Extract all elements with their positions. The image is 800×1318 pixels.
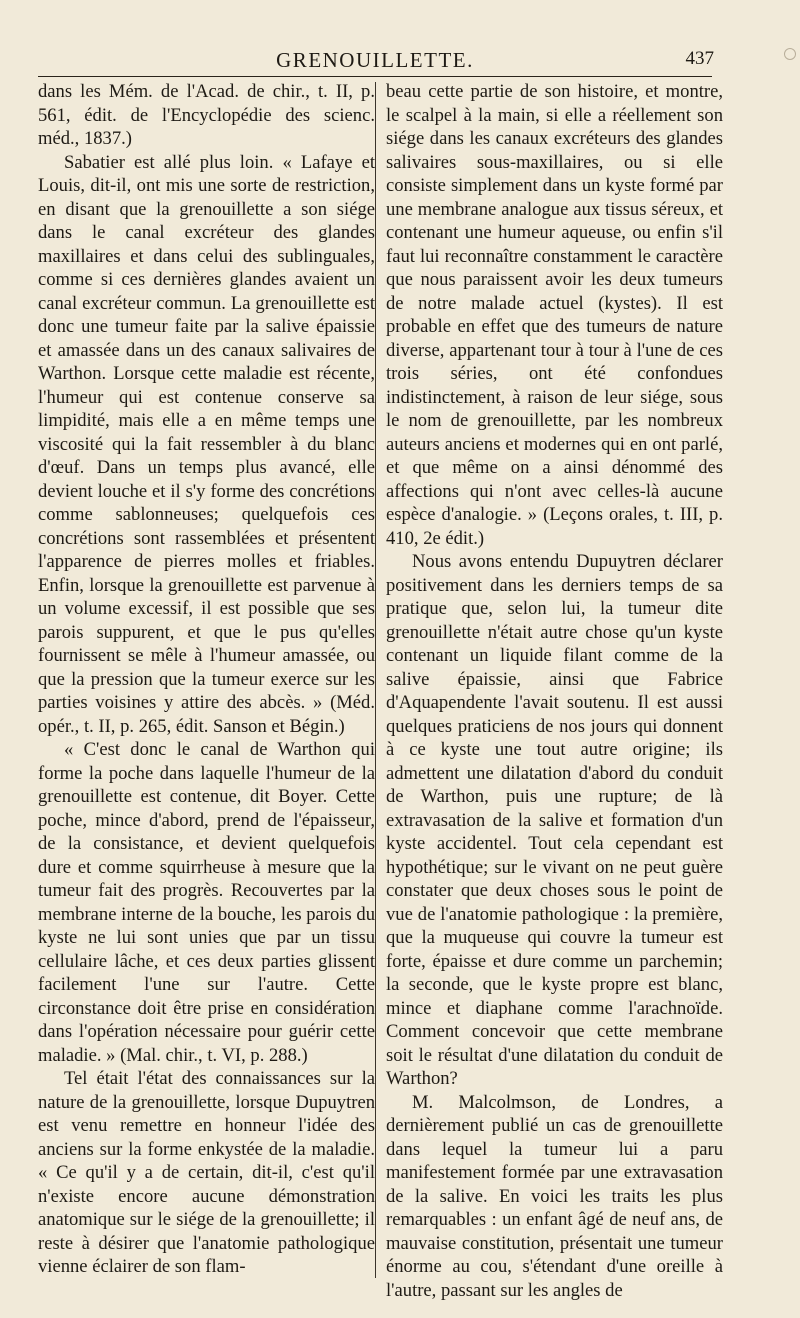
- paragraph: « C'est donc le canal de Warthon qui forme la poche dans laquelle l'humeur de la grenouillette est contenue, dit Boyer. Cette poche, mince d'abord, prend de l'épaisseur, de la consistance, et devient quelquefois dure et comme squirrheuse à mesure que la tumeur fait des progrès. Recouvertes par la membrane interne de la bouche, les parois du kyste ne lui sont unies que par un tissu cellulaire lâche, et ces deux parties glissent facilement l'une sur l'autre. Cette circonstance doit être prise en considération dans l'opération nécessaire pour guérir cette maladie. » (Mal. chir., t. VI, p. 288.): [38, 739, 375, 1066]
- page-number: 437: [685, 48, 714, 69]
- paragraph: Nous avons entendu Dupuytren déclarer positivement dans les derniers temps de sa pratique que, selon lui, la tumeur dite grenouillette n'était autre chose qu'un kyste contenant un liquide filant comme de la salive épaissie, ainsi que Fabrice d'Aquapendente l'avait soutenu. Il est aussi quelques praticiens de nos jours qui donnent à ce kyste une tout autre origine; ils admettent une dilatation d'abord du conduit de Warthon, puis une rupture; de là extravasation de la salive et formation d'un kyste accidentel. Tout cela cependant est hypothétique; sur le vivant on ne peut guère constater que deux choses sous le point de vue de l'anatomie pathologique : la première, que la muqueuse qui couvre la tumeur est forte, épaisse et dure comme un parchemin; la seconde, que le kyste propre est blanc, mince et diaphane comme l'arachnoïde. Comment concevoir que cette membrane soit le résultat d'une dilatation du conduit de Warthon?: [386, 551, 723, 1089]
- page-corner-stamp: [784, 48, 796, 60]
- paragraph: beau cette partie de son histoire, et montre, le scalpel à la main, si elle a réellement son siége dans les canaux excréteurs des glandes salivaires sous-maxillaires, ou si elle consiste simplement dans un kyste formé par une membrane analogue aux tissus séreux, et contenant une humeur aqueuse, ou enfin s'il faut lui reconnaître constamment le caractère que nous paraissent avoir les deux tumeurs de notre malade actuel (kystes). Il est probable en effet que des tumeurs de nature diverse, appartenant tour à tour à l'une de ces trois séries, ont été confondues indistinctement, à raison de leur siége, sous le nom de grenouillette, par les nombreux auteurs anciens et modernes qui en ont parlé, et que même on a ainsi dénommé des affections qui n'ont avec celles-là aucune espèce d'analogie. » (Leçons orales, t. III, p. 410, 2e édit.): [386, 81, 723, 549]
- paragraph: Sabatier est allé plus loin. « Lafaye et Louis, dit-il, ont mis une sorte de restriction, en disant que la grenouillette a son siége dans le canal excréteur des glandes maxillaires et dans celui des sublinguales, comme si ces dernières glandes avaient un canal excréteur commun. La grenouillette est donc une tumeur faite par la salive épaissie et amassée dans un des canaux salivaires de Warthon. Lorsque cette maladie est récente, l'humeur qui est contenue conserve sa limpidité, mais elle a en même temps une viscosité qui la fait ressembler à du blanc d'œuf. Dans un temps plus avancé, elle devient louche et il s'y forme des concrétions comme sablonneuses; quelquefois ces concrétions sont rassemblées et présentent l'apparence de pierres molles et friables. Enfin, lorsque la grenouillette est parvenue à un volume excessif, il est possible que ses parois suppurent, et que le pus qu'elles fournissent se mêle à l'humeur amassée, ou que la pression que la tumeur exerce sur les parties voisines y attire des abcès. » (Méd. opér., t. II, p. 265, édit. Sanson et Bégin.): [38, 151, 375, 737]
- paragraph: Tel était l'état des connaissances sur la nature de la grenouillette, lorsque Dupuytren est venu remettre en honneur l'idée des anciens sur la forme enkystée de la maladie. « Ce qu'il y a de certain, dit-il, c'est qu'il n'existe encore aucune démonstration anatomique sur le siége de la grenouillette; il reste à désirer que l'anatomie pathologique vienne éclairer de son flam-: [38, 1068, 375, 1277]
- running-title: GRENOUILLETTE.: [276, 48, 474, 72]
- right-column: [386, 80, 723, 1302]
- left-column: [38, 80, 375, 1279]
- running-header: [38, 46, 712, 77]
- column-divider: [375, 82, 376, 1278]
- paragraph: dans les Mém. de l'Acad. de chir., t. II, p. 561, édit. de l'Encyclopédie des scienc. méd., 1837.): [38, 81, 375, 149]
- paragraph: M. Malcolmson, de Londres, a dernièrement publié un cas de grenouillette dans lequel la tumeur lui a paru manifestement formée par une extravasation de la salive. En voici les traits les plus remarquables : un enfant âgé de neuf ans, de mauvaise constitution, présentait une tumeur énorme au cou, s'étendant d'une oreille à l'autre, passant sur les angles de: [386, 1091, 723, 1301]
